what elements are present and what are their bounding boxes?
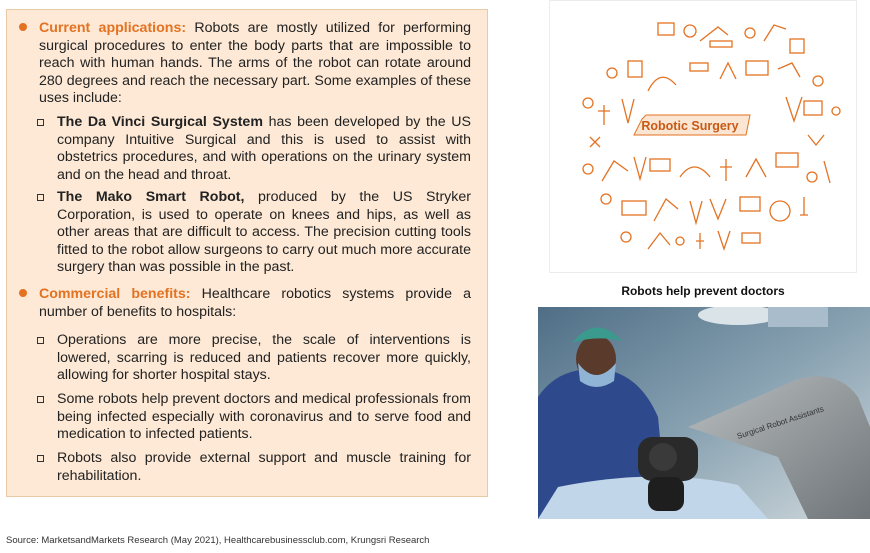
photo-caption: Robots help prevent doctors — [621, 284, 785, 298]
monitor-icon — [740, 197, 760, 211]
example-item — [37, 189, 471, 277]
robotic-surgery-icon-cluster — [550, 1, 856, 272]
example-name: The Da Vinci Surgical System — [57, 114, 263, 130]
benefit-text: Operations are more precise, the scale of interventions is lowered, scarring is reduced and patients recover more quickly, allowing for shorter hospital stays. — [57, 332, 471, 384]
robot-arm-icon — [764, 25, 786, 41]
robot-arm-icon — [778, 63, 800, 77]
surgical-robot-photo — [538, 307, 870, 519]
surgery-photo — [538, 307, 870, 519]
gear-icon — [583, 164, 593, 174]
current-applications-heading: Current applications: — [39, 20, 187, 36]
tool-icon — [590, 137, 600, 147]
robotic-surgery-illustration — [549, 0, 857, 273]
benefit-item — [37, 450, 471, 485]
device-icon — [804, 101, 822, 115]
surgeon-icon — [598, 105, 610, 125]
gear-icon — [807, 172, 817, 182]
scissors-icon — [718, 231, 730, 249]
scissors-icon — [690, 201, 702, 223]
commercial-benefits-heading: Commercial benefits: — [39, 286, 191, 302]
gear-icon — [684, 25, 696, 37]
tool-icon — [824, 161, 830, 183]
robot-arm-icon — [648, 233, 670, 249]
commercial-benefits-body: Healthcare robotics systems provide a number of benefits to hospitals: — [39, 286, 471, 320]
current-applications — [19, 20, 471, 108]
gear-icon — [621, 232, 631, 242]
example-description: produced by the US Stryker Corporation, is used to operate on knees and hips, as well as other areas that are difficult to access. The precision cutting tools fitted to the robot allow surgeons to carry out much more accurate surgery than was possible in the past. — [57, 189, 471, 276]
device-icon — [622, 201, 646, 215]
example-item — [37, 114, 471, 184]
example-description: has been developed by the US company Intuitive Surgical and this is used to assist with obstetrics procedures, and with operations on the urinary system and on the head and throat. — [57, 114, 472, 183]
robot-arm-icon — [602, 161, 628, 181]
checkbox-bullet-icon — [37, 396, 44, 403]
gear-icon — [676, 237, 684, 245]
checkbox-bullet-icon — [37, 194, 44, 201]
current-applications-body: Robots are mostly utilized for performing surgical procedures to enter the body parts that are impossible to reach with human hands. The arms of the robot can rotate around 280 degrees and reach the necessary part. Some examples of these uses include: — [39, 20, 471, 107]
monitor-icon — [658, 23, 674, 35]
monitor-icon — [628, 61, 642, 77]
commercial-benefits — [19, 286, 471, 321]
gear-icon — [832, 107, 840, 115]
gear-icon — [745, 28, 755, 38]
robot-arm-icon — [648, 77, 676, 91]
gear-icon — [601, 194, 611, 204]
bullet-icon — [19, 23, 27, 31]
current-applications-text — [39, 20, 471, 108]
benefit-text: Robots also provide external support and muscle training for rehabilitation. — [57, 450, 471, 484]
monitor-icon — [650, 159, 670, 171]
tool-icon — [808, 135, 824, 145]
illustration-label: Robotic Surgery — [641, 119, 739, 133]
scissors-icon — [710, 199, 726, 219]
gear-icon — [607, 68, 617, 78]
device-icon — [790, 39, 804, 53]
robot-arm-icon — [720, 63, 736, 79]
gear-icon — [583, 98, 593, 108]
source-note: Source: MarketsandMarkets Research (May 2021), Healthcarebusinessclub.com, Krungsri Research — [6, 535, 430, 546]
benefit-text: Some robots help prevent doctors and medical professionals from being infected especially with coronavirus and to serve food and medication to infected patients. — [57, 391, 471, 443]
bullet-icon — [19, 289, 27, 297]
commercial-benefits-text — [39, 286, 471, 321]
checkbox-bullet-icon — [37, 455, 44, 462]
example-name: The Mako Smart Robot, — [57, 189, 245, 205]
tool-icon — [800, 197, 808, 215]
scissors-icon — [786, 97, 802, 121]
bed-icon — [742, 233, 760, 243]
camera-icon — [770, 201, 790, 221]
gear-icon — [813, 76, 823, 86]
robot-label: Surgical Robot Assistants — [735, 404, 825, 441]
bed-icon — [776, 153, 798, 167]
scissors-icon — [622, 99, 634, 123]
robot-arm-icon — [680, 167, 710, 177]
benefit-item — [37, 391, 471, 444]
benefit-item — [37, 332, 471, 385]
robot-arm-icon — [746, 159, 766, 177]
bed-icon — [710, 41, 732, 47]
surgeon-icon — [720, 159, 732, 181]
robot-arm-icon — [654, 199, 678, 221]
device-icon — [746, 61, 768, 75]
scissors-icon — [634, 157, 646, 179]
checkbox-bullet-icon — [37, 119, 44, 126]
checkbox-bullet-icon — [37, 337, 44, 344]
surgeon-icon — [696, 233, 704, 249]
bed-icon — [690, 63, 708, 71]
info-panel — [6, 9, 488, 497]
robot-arm-icon — [700, 27, 728, 41]
